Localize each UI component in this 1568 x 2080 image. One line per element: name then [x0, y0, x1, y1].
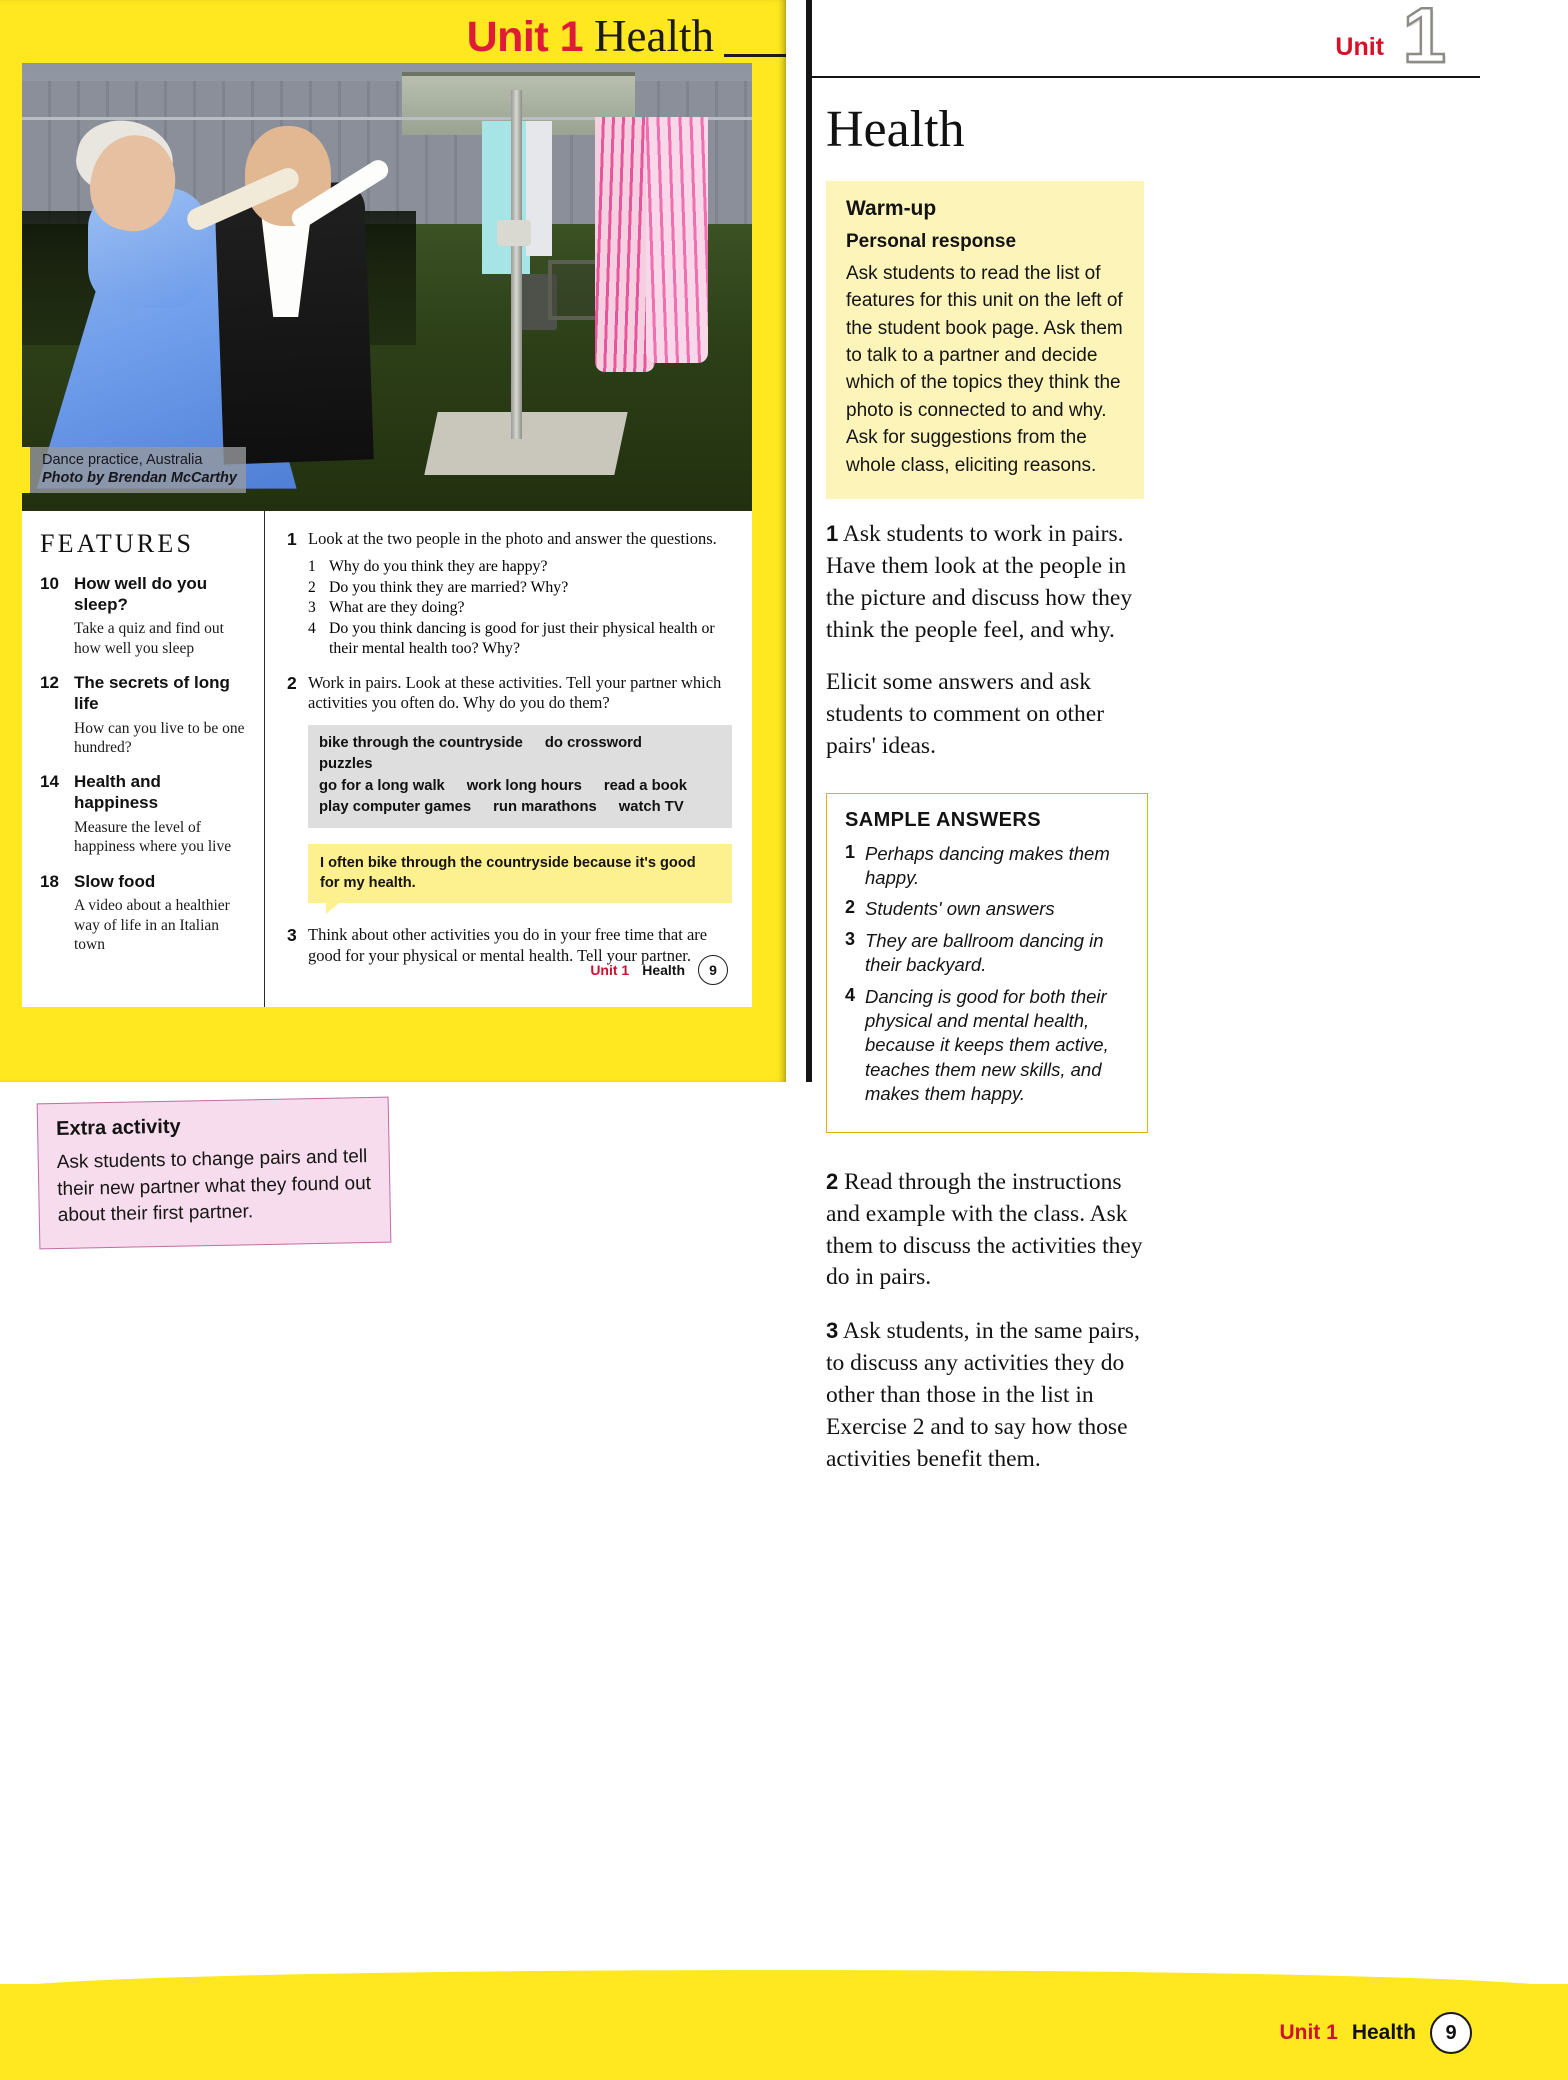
feature-item [40, 872, 246, 955]
exercise-instruction: Think about other activities you do in your free time that are good for your physical or mental health. Tell your partner. [308, 925, 708, 965]
word-bank-item: bike through the countryside [319, 734, 523, 751]
word-bank-item: read a book [603, 777, 687, 794]
page-footer-topic: Health [1351, 2021, 1416, 2044]
teacher-notes-column [812, 0, 1568, 2080]
sample-answer-number: 1 [845, 841, 856, 862]
note-number: 3 [826, 1318, 839, 1344]
sample-answer-item [845, 929, 1131, 978]
warm-up-body: Ask students to read the list of features for this unit on the left of the student book page. Ask them to talk to a partner and decide which of the topics they think the photo is connected to and why. Ask for suggestions from the whole class, eliciting reasons. [846, 263, 1123, 476]
footer-unit-label: Unit 1 [590, 962, 630, 978]
example-speech-bubble: I often bike through the countryside because it's good for my health. [308, 844, 732, 903]
warm-up-subheading: Personal response [846, 231, 1017, 252]
extra-activity-heading: Extra activity [55, 1115, 181, 1141]
question-item [308, 557, 732, 578]
teacher-unit-label: Unit [1335, 33, 1384, 61]
feature-page-number: 10 [40, 574, 59, 593]
question-text: Do you think dancing is good for just their physical health or their mental health too? Why? [329, 619, 715, 658]
note-number: 1 [826, 520, 839, 546]
exercise-2 [287, 673, 732, 904]
word-bank-row [319, 797, 721, 819]
student-book-panel [0, 0, 786, 1082]
question-number: 3 [308, 599, 316, 617]
sample-answers-box [826, 793, 1148, 1133]
photo-caption-line2: Photo by Brendan McCarthy [42, 470, 237, 487]
teacher-note-1-para-1 [826, 519, 1154, 647]
teacher-note-1-para-2: Elicit some answers and ask students to comment on other pairs' ideas. [826, 668, 1105, 759]
word-bank-item: work long hours [466, 777, 582, 794]
sample-answer-text: They are ballroom dancing in their backyard. [865, 929, 1104, 976]
page-footer-number: 9 [1430, 2012, 1472, 2054]
feature-item [40, 772, 246, 856]
question-item [308, 598, 732, 619]
word-bank-row [319, 776, 721, 798]
unit-opener-photo [22, 63, 752, 511]
sample-answer-number: 2 [845, 897, 856, 918]
note-number: 2 [826, 1168, 839, 1194]
warm-up-box [826, 181, 1144, 499]
sample-answer-item [845, 985, 1131, 1107]
page-footer [1279, 2012, 1472, 2054]
sample-answer-number: 4 [845, 984, 856, 1005]
exercise-number: 2 [287, 672, 297, 693]
teacher-note-2 [826, 1167, 1154, 1295]
question-text: Why do you think they are happy? [329, 558, 548, 575]
features-column [22, 511, 262, 1007]
teacher-unit-number: 1 [1402, 0, 1446, 79]
page-footer-unit: Unit 1 [1279, 2021, 1338, 2044]
question-item [308, 578, 732, 599]
student-page-title [467, 10, 714, 62]
sample-answer-item [845, 897, 1131, 921]
question-item [308, 619, 732, 660]
exercise-instruction: Work in pairs. Look at these activities. Tell your partner which activities you often do. Why do you do them? [308, 672, 722, 713]
word-bank-item: watch TV [618, 799, 684, 816]
footer-topic-label: Health [642, 962, 685, 978]
note-text: Ask students, in the same pairs, to discuss any activities they do other than those in the list in Exercise 2 and to say how those activities benefit them. [826, 1318, 1140, 1473]
extra-activity-box [37, 1097, 392, 1250]
sample-answer-text: Dancing is good for both their physical and mental health, because it keeps them active, teaches them new skills, and makes them happy. [865, 985, 1109, 1105]
feature-description: Take a quiz and find out how well you sleep [74, 620, 224, 657]
student-topic-label: Health [594, 11, 714, 61]
note-text: Read through the instructions and example with the class. Ask them to discuss the activities they do in pairs. [826, 1168, 1143, 1291]
word-bank-item: go for a long walk [319, 777, 445, 794]
word-bank-item: run marathons [493, 799, 597, 816]
question-number: 1 [308, 558, 316, 575]
header-rule [724, 54, 786, 57]
feature-item [40, 673, 246, 757]
extra-activity-body: Ask students to change pairs and tell their new partner what they found out about their first partner. [56, 1146, 372, 1227]
sample-answers-heading: SAMPLE ANSWERS [845, 808, 1041, 831]
teacher-page-title: Health [826, 101, 965, 158]
feature-title: Slow food [74, 871, 156, 891]
sample-answer-text: Students' own answers [865, 898, 1055, 920]
photo-caption-line1: Dance practice, Australia [42, 451, 203, 468]
exercise-instruction: Look at the two people in the photo and answer the questions. [308, 529, 717, 548]
question-number: 4 [308, 619, 316, 637]
exercise-1 [287, 529, 732, 660]
sample-answer-item [845, 842, 1131, 891]
feature-title: The secrets of long life [74, 673, 230, 713]
student-content-card [22, 511, 752, 1007]
sample-answer-text: Perhaps dancing makes them happy. [865, 842, 1110, 888]
word-bank-row [319, 733, 721, 776]
feature-title: How well do you sleep? [74, 574, 208, 614]
feature-description: How can you live to be one hundred? [74, 719, 245, 757]
features-heading: FEATURES [40, 529, 195, 558]
feature-title: Health and happiness [74, 772, 161, 813]
word-bank-item: play computer games [319, 799, 472, 816]
feature-description: A video about a healthier way of life in an Italian town [74, 897, 230, 954]
activities-word-bank [308, 725, 732, 828]
feature-page-number: 14 [40, 772, 59, 792]
sample-answer-number: 3 [845, 928, 856, 949]
feature-page-number: 12 [40, 673, 59, 693]
footer-page-number: 9 [698, 955, 728, 985]
question-text: What are they doing? [329, 599, 465, 617]
feature-description: Measure the level of happiness where you live [74, 818, 232, 856]
note-text: Ask students to work in pairs. Have them look at the people in the picture and discuss how they think the people feel, and why. [826, 520, 1133, 643]
student-page-footer [590, 955, 728, 985]
exercise-number: 1 [287, 529, 297, 549]
page-bottom-band [0, 1984, 1568, 2080]
word-bank-item: do crossword puzzles [319, 734, 642, 773]
warm-up-heading: Warm-up [846, 197, 937, 220]
question-text: Do you think they are married? Why? [329, 578, 569, 596]
feature-page-number: 18 [40, 871, 59, 891]
student-unit-label: Unit 1 [466, 13, 584, 61]
photo-caption [22, 447, 246, 493]
feature-item [40, 574, 246, 658]
exercise-number: 3 [287, 925, 297, 946]
exercises-column [264, 511, 752, 1007]
teacher-note-3 [826, 1316, 1154, 1476]
exercise-1-questions [308, 557, 732, 660]
question-number: 2 [308, 578, 316, 596]
teacher-header [812, 0, 1480, 78]
